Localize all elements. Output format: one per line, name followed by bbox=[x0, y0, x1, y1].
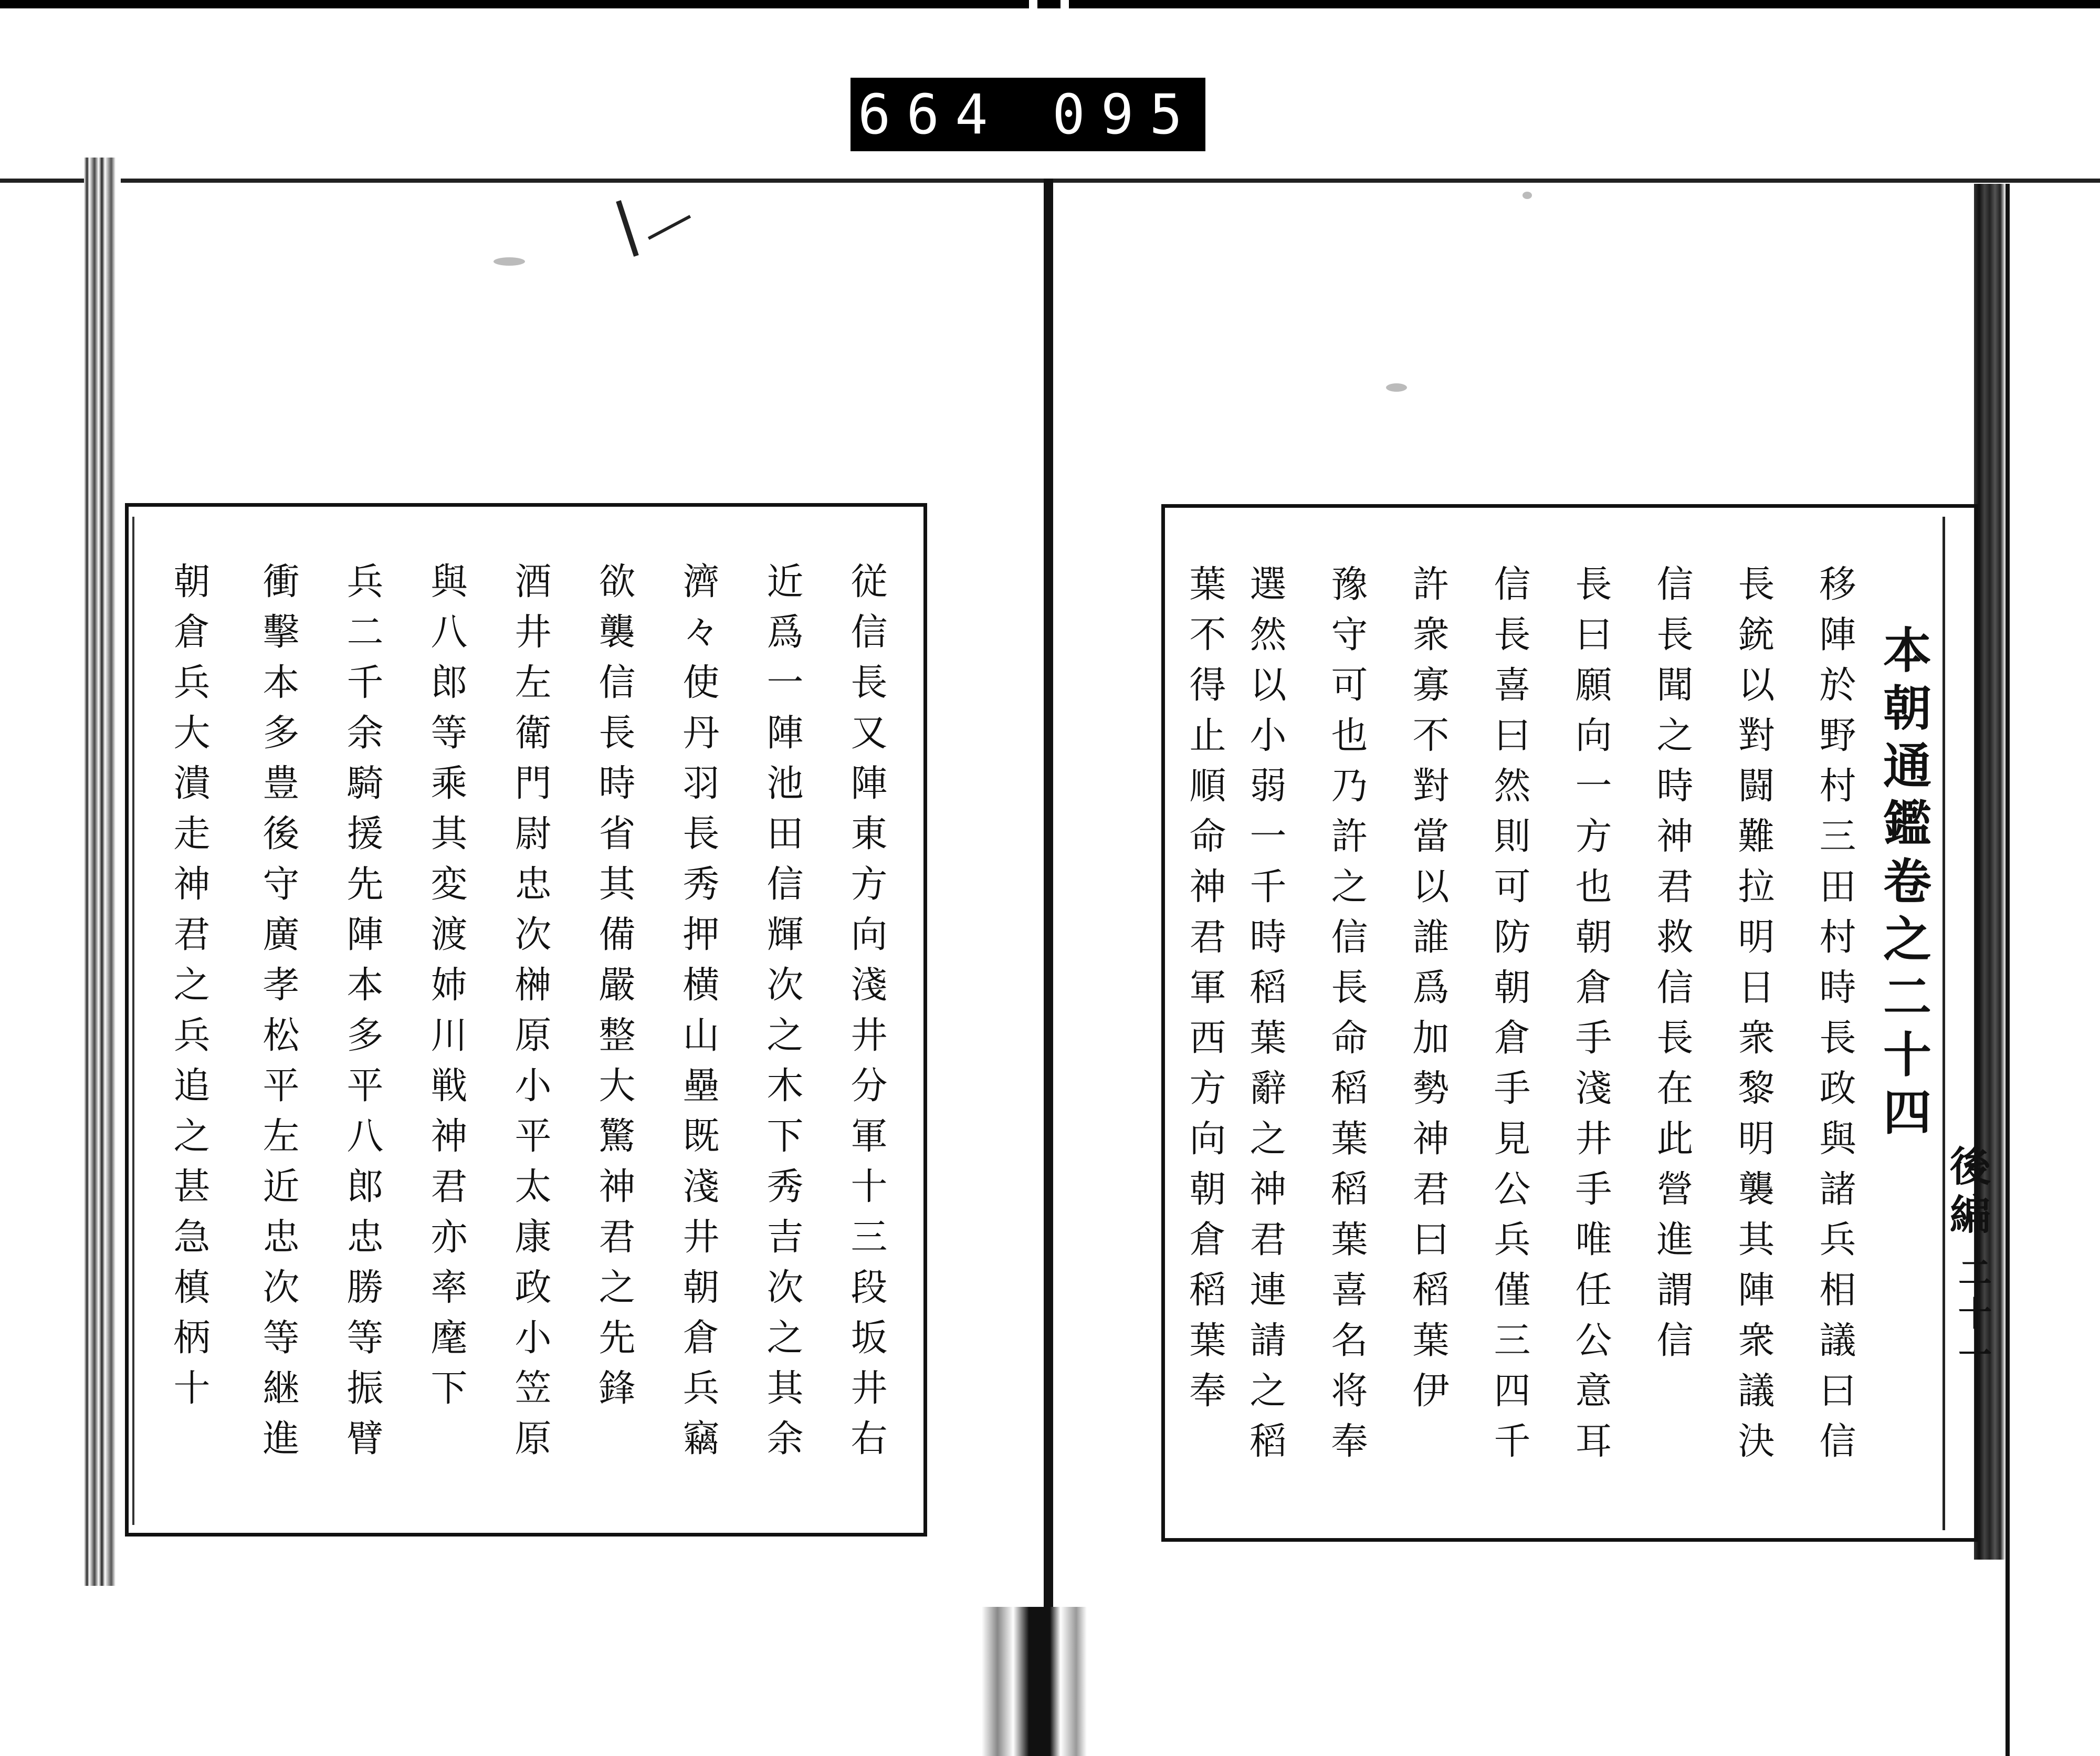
microfilm-frame-number: 664 095 bbox=[850, 78, 1205, 151]
folio-number: 二十一 bbox=[1952, 1255, 1992, 1378]
left-text-column: 近爲一陣池田信輝次之木下秀吉次之其余 bbox=[761, 562, 804, 1469]
ink-smudge bbox=[1386, 383, 1407, 392]
book-gutter bbox=[1044, 179, 1053, 1751]
left-text-column: 濟々使丹羽長秀押横山壘既淺井朝倉兵竊 bbox=[677, 562, 720, 1469]
right-text-column: 移陣於野村三田村時長政與諸兵相議曰信 bbox=[1813, 565, 1856, 1472]
left-text-column: 従信長又陣東方向淺井分軍十三段坂井右 bbox=[845, 562, 888, 1469]
right-text-column: 長曰願向一方也朝倉手淺井手唯任公意耳 bbox=[1569, 565, 1612, 1472]
section-label: 後編 bbox=[1943, 1145, 1991, 1241]
left-text-column: 衝擊本多豊後守廣孝松平左近忠次等継進 bbox=[257, 562, 300, 1469]
right-text-column: 豫守可也乃許之信長命稻葉稻葉喜名将奉 bbox=[1325, 565, 1368, 1472]
right-text-column: 信長喜曰然則可防朝倉手見公兵僅三四千 bbox=[1488, 565, 1531, 1472]
right-frame-rule bbox=[1942, 517, 1945, 1530]
right-text-column: 選然以小弱一千時稻葉辭之神君連請之稻 bbox=[1244, 565, 1287, 1472]
film-strip-top bbox=[0, 0, 2100, 8]
left-frame-rule bbox=[132, 517, 134, 1525]
film-strip-gap bbox=[1060, 0, 1069, 8]
left-text-column: 欲襲信長時省其備嚴整大驚神君之先鋒 bbox=[593, 562, 636, 1419]
ink-mark bbox=[648, 215, 691, 240]
ink-smudge bbox=[1522, 192, 1532, 199]
left-text-column: 酒井左衛門尉忠次榊原小平太康政小笠原 bbox=[509, 562, 552, 1469]
left-text-column: 兵二千余騎援先陣本多平八郎忠勝等振臂 bbox=[341, 562, 384, 1469]
ink-mark bbox=[616, 200, 639, 257]
left-page-edge bbox=[84, 158, 121, 1586]
right-text-column: 長銃以對闘難拉明日衆黎明襲其陣衆議決 bbox=[1732, 565, 1775, 1472]
ink-smudge bbox=[494, 257, 525, 266]
left-text-column: 與八郎等乘其変渡姉川戦神君亦率麾下 bbox=[425, 562, 468, 1419]
right-margin bbox=[2006, 184, 2100, 1756]
film-strip-gap bbox=[1029, 0, 1037, 8]
book-title: 本朝通鑑卷之二十四 bbox=[1875, 625, 1932, 1145]
gutter-binding bbox=[982, 1607, 1087, 1756]
left-text-column: 朝倉兵大潰走神君之兵追之甚急槙柄十 bbox=[167, 562, 211, 1419]
right-text-column: 許衆寡不對當以誰爲加勢神君曰稻葉伊 bbox=[1406, 565, 1450, 1421]
right-text-column: 信長聞之時神君救信長在此營進謂信 bbox=[1651, 565, 1694, 1371]
right-text-column: 葉不得止順命神君軍西方向朝倉稻葉奉 bbox=[1183, 565, 1226, 1421]
